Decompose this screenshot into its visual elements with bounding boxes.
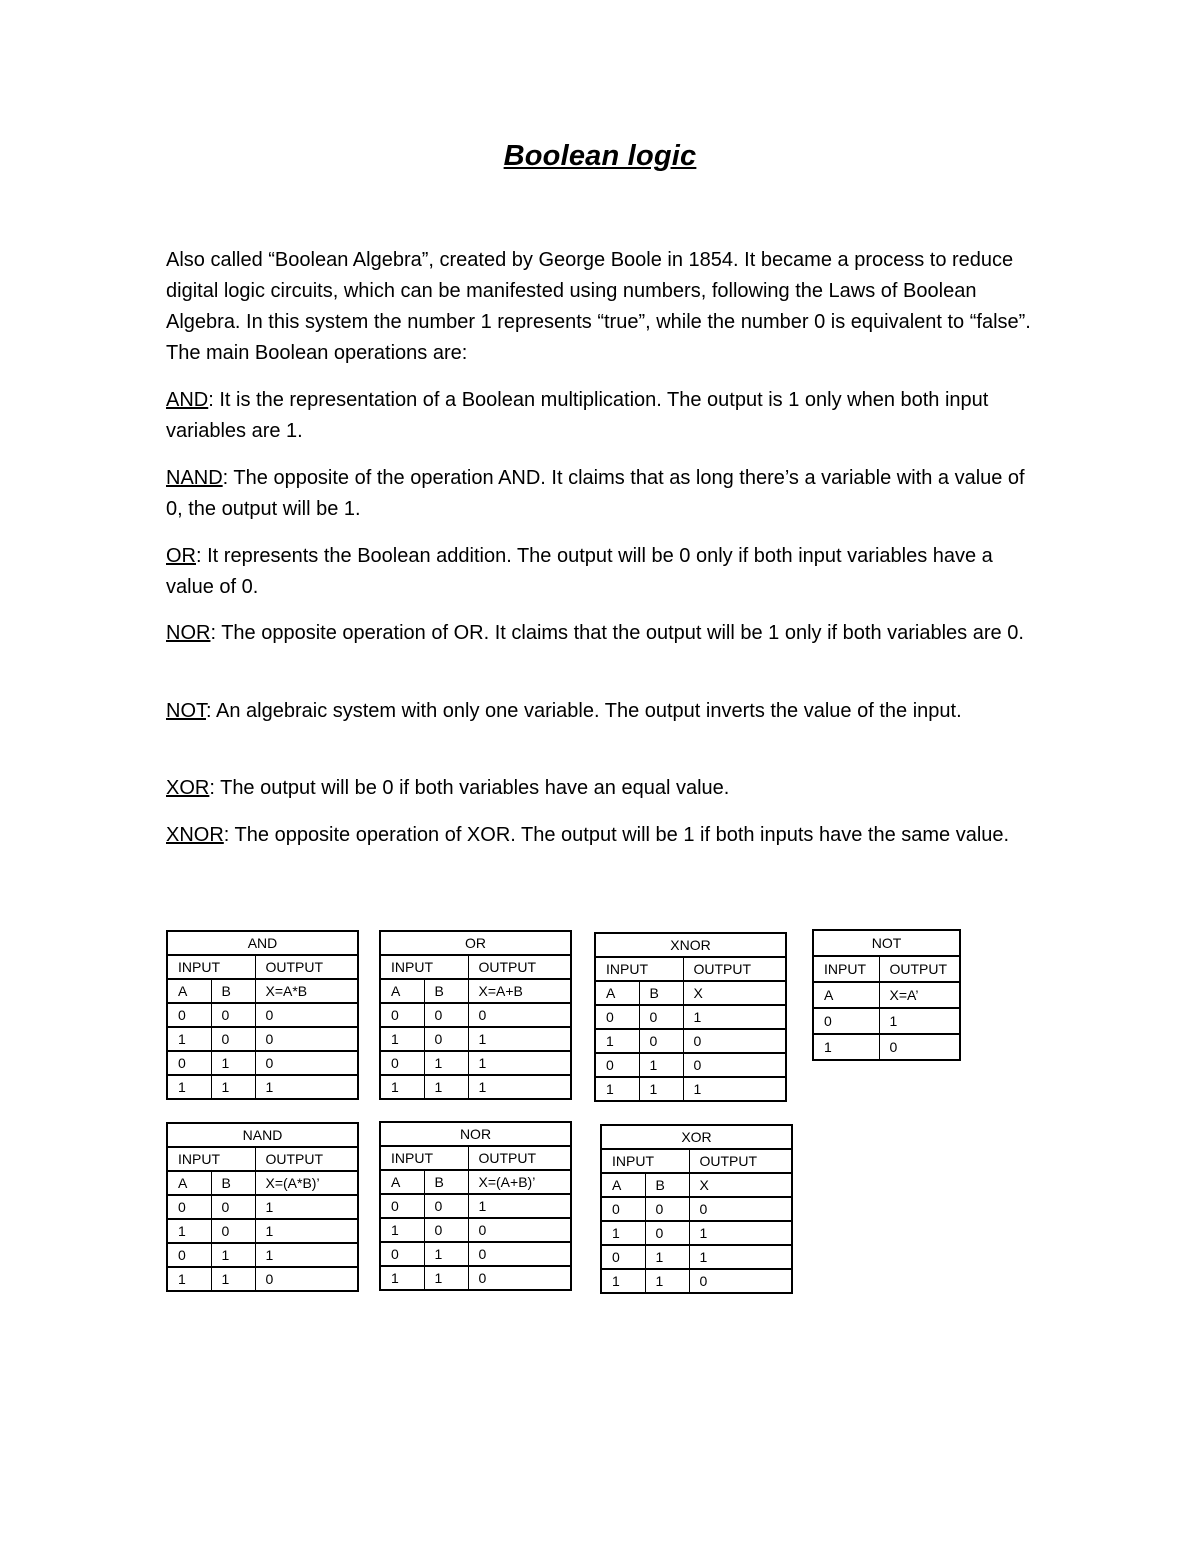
table-header-row <box>167 979 358 1003</box>
table-caption: AND <box>167 931 358 955</box>
table-cell: 0 <box>813 1008 879 1034</box>
output-header: OUTPUT <box>879 956 960 982</box>
table-row <box>167 1003 358 1027</box>
table-cell: 0 <box>167 1051 211 1075</box>
table-cell: 1 <box>255 1075 358 1099</box>
table-cell: A <box>380 1170 424 1194</box>
table-cell: 0 <box>255 1003 358 1027</box>
table-cell: B <box>211 979 255 1003</box>
table-cell: 0 <box>689 1197 792 1221</box>
table-cell: 0 <box>424 1027 468 1051</box>
definition-text: : The opposite operation of XOR. The output will be 1 if both inputs have the same value. <box>223 824 1010 846</box>
table-cell: 0 <box>645 1197 689 1221</box>
table-cell: 0 <box>683 1029 786 1053</box>
table-header-row <box>380 1170 571 1194</box>
definition-term: XNOR <box>166 824 224 846</box>
definition-or <box>166 541 1046 603</box>
table-cell: 0 <box>683 1053 786 1077</box>
table-cell: 0 <box>380 1242 424 1266</box>
table-cell: 1 <box>645 1245 689 1269</box>
table-cell: 1 <box>255 1219 358 1243</box>
table-row <box>813 1034 960 1060</box>
truth-table-xnor <box>594 932 787 1102</box>
truth-table-nand <box>166 1122 359 1292</box>
table-cell: 0 <box>255 1051 358 1075</box>
table-cell: 1 <box>167 1267 211 1291</box>
table-cell: 0 <box>468 1242 571 1266</box>
table-cell: 1 <box>424 1266 468 1290</box>
table-cell: 0 <box>424 1003 468 1027</box>
table-cell: 1 <box>683 1005 786 1029</box>
table-row <box>380 1027 571 1051</box>
table-cell: 1 <box>167 1075 211 1099</box>
table-row <box>595 1053 786 1077</box>
definition-xor <box>166 773 1046 804</box>
table-cell: X=(A+B)’ <box>468 1170 571 1194</box>
table-cell: 1 <box>380 1075 424 1099</box>
table-cell: 1 <box>380 1027 424 1051</box>
table-row <box>167 1075 358 1099</box>
table-cell: 0 <box>595 1053 639 1077</box>
table-cell: 0 <box>380 1003 424 1027</box>
definition-term: NOT <box>166 700 206 722</box>
table-cell: 0 <box>468 1003 571 1027</box>
table-cell: 0 <box>601 1245 645 1269</box>
table-cell: 0 <box>601 1197 645 1221</box>
table-cell: 0 <box>211 1003 255 1027</box>
table-cell: 1 <box>813 1034 879 1060</box>
table-row <box>595 1005 786 1029</box>
table-cell: B <box>639 981 683 1005</box>
table-cell: 1 <box>601 1221 645 1245</box>
table-cell: 1 <box>468 1075 571 1099</box>
table-cell: 1 <box>468 1194 571 1218</box>
table-cell: 1 <box>683 1077 786 1101</box>
table-cell: 0 <box>211 1027 255 1051</box>
page-title: Boolean logic <box>503 140 697 172</box>
definition-text: : The output will be 0 if both variables have an equal value. <box>209 777 730 799</box>
table-cell: 0 <box>879 1034 960 1060</box>
definition-text: : It represents the Boolean addition. The output will be 0 only if both input variables have a value of 0. <box>166 545 993 598</box>
table-cell: 0 <box>468 1266 571 1290</box>
definition-xnor <box>166 820 1046 851</box>
table-cell: 0 <box>595 1005 639 1029</box>
truth-table-not <box>812 929 961 1061</box>
table-row <box>380 1218 571 1242</box>
truth-table-xor <box>600 1124 793 1294</box>
table-header-row <box>601 1173 792 1197</box>
output-header: OUTPUT <box>683 957 786 981</box>
output-header: OUTPUT <box>468 1146 571 1170</box>
table-caption: NOR <box>380 1122 571 1146</box>
table-caption: XOR <box>601 1125 792 1149</box>
table-row <box>380 1051 571 1075</box>
table-cell: 1 <box>879 1008 960 1034</box>
table-cell: A <box>167 979 211 1003</box>
table-cell: 1 <box>601 1269 645 1293</box>
table-cell: B <box>645 1173 689 1197</box>
table-row <box>380 1075 571 1099</box>
table-cell: A <box>813 982 879 1008</box>
input-header: INPUT <box>595 957 683 981</box>
input-header: INPUT <box>380 955 468 979</box>
table-row <box>167 1219 358 1243</box>
table-cell: 1 <box>424 1242 468 1266</box>
table-cell: 0 <box>255 1027 358 1051</box>
table-row <box>380 1194 571 1218</box>
table-cell: X=(A*B)’ <box>255 1171 358 1195</box>
table-cell: X=A+B <box>468 979 571 1003</box>
table-caption: NOT <box>813 930 960 956</box>
input-header: INPUT <box>813 956 879 982</box>
table-cell: 1 <box>167 1027 211 1051</box>
table-row <box>601 1197 792 1221</box>
table-cell: A <box>380 979 424 1003</box>
table-header-row <box>380 979 571 1003</box>
table-row <box>380 1003 571 1027</box>
table-row <box>167 1051 358 1075</box>
table-row <box>601 1221 792 1245</box>
input-header: INPUT <box>601 1149 689 1173</box>
table-cell: 0 <box>639 1029 683 1053</box>
table-cell: 0 <box>639 1005 683 1029</box>
table-cell: 1 <box>639 1077 683 1101</box>
definition-term: OR <box>166 545 196 567</box>
table-cell: 1 <box>211 1075 255 1099</box>
table-cell: 1 <box>255 1243 358 1267</box>
table-cell: 1 <box>468 1027 571 1051</box>
definition-term: NAND <box>166 467 223 489</box>
definition-nor <box>166 618 1046 649</box>
table-header-row <box>167 1171 358 1195</box>
table-cell: A <box>595 981 639 1005</box>
table-cell: 0 <box>645 1221 689 1245</box>
output-header: OUTPUT <box>468 955 571 979</box>
table-cell: 1 <box>167 1219 211 1243</box>
table-cell: A <box>167 1171 211 1195</box>
table-cell: 1 <box>468 1051 571 1075</box>
table-cell: 1 <box>211 1267 255 1291</box>
definition-text: : The opposite operation of OR. It claims that the output will be 1 only if both variables are 0. <box>210 622 1024 644</box>
truth-table-or <box>379 930 572 1100</box>
table-cell: 1 <box>255 1195 358 1219</box>
table-cell: X <box>683 981 786 1005</box>
output-header: OUTPUT <box>255 1147 358 1171</box>
table-cell: 0 <box>468 1218 571 1242</box>
table-row <box>167 1243 358 1267</box>
table-row <box>595 1077 786 1101</box>
table-cell: 1 <box>380 1266 424 1290</box>
definition-term: AND <box>166 389 209 411</box>
table-caption: NAND <box>167 1123 358 1147</box>
table-cell: 1 <box>595 1077 639 1101</box>
definition-not <box>166 696 1046 727</box>
definition-text: : An algebraic system with only one variable. The output inverts the value of the input. <box>206 700 962 722</box>
table-cell: 1 <box>645 1269 689 1293</box>
table-cell: 0 <box>424 1194 468 1218</box>
table-row <box>595 1029 786 1053</box>
table-cell: 1 <box>689 1245 792 1269</box>
definition-text: : The opposite of the operation AND. It claims that as long there’s a variable with a value of 0, the output will be 1. <box>166 467 1025 520</box>
table-header-row <box>813 982 960 1008</box>
table-cell: 0 <box>424 1218 468 1242</box>
table-cell: 0 <box>380 1194 424 1218</box>
table-cell: X <box>689 1173 792 1197</box>
definition-term: XOR <box>166 777 210 799</box>
table-cell: B <box>424 979 468 1003</box>
table-cell: 0 <box>167 1195 211 1219</box>
intro-paragraph: Also called “Boolean Algebra”, created by George Boole in 1854. It became a process to reduce digital logic circuits, which can be manifested using numbers, following the Laws of Boolean Algebra. In this system the number 1 represents “true”, while the number 0 is equivalent to “false”. The main Boolean operations are: <box>166 249 1031 364</box>
definition-nand <box>166 463 1046 525</box>
table-cell: 0 <box>211 1219 255 1243</box>
output-header: OUTPUT <box>689 1149 792 1173</box>
table-cell: 0 <box>689 1269 792 1293</box>
output-header: OUTPUT <box>255 955 358 979</box>
table-row <box>601 1269 792 1293</box>
table-cell: 1 <box>639 1053 683 1077</box>
input-header: INPUT <box>167 1147 255 1171</box>
table-cell: 1 <box>595 1029 639 1053</box>
table-caption: XNOR <box>595 933 786 957</box>
table-caption: OR <box>380 931 571 955</box>
table-cell: 1 <box>424 1051 468 1075</box>
table-cell: A <box>601 1173 645 1197</box>
table-row <box>380 1266 571 1290</box>
table-row <box>813 1008 960 1034</box>
input-header: INPUT <box>167 955 255 979</box>
table-row <box>601 1245 792 1269</box>
input-header: INPUT <box>380 1146 468 1170</box>
table-cell: 0 <box>255 1267 358 1291</box>
table-header-row <box>595 981 786 1005</box>
definition-term: NOR <box>166 622 211 644</box>
truth-table-nor <box>379 1121 572 1291</box>
table-cell: 0 <box>380 1051 424 1075</box>
table-cell: 1 <box>380 1218 424 1242</box>
table-row <box>167 1195 358 1219</box>
table-row <box>167 1267 358 1291</box>
definition-and <box>166 385 1046 447</box>
table-cell: 1 <box>211 1051 255 1075</box>
table-cell: 1 <box>424 1075 468 1099</box>
table-cell: 0 <box>167 1243 211 1267</box>
table-cell: X=A*B <box>255 979 358 1003</box>
table-cell: B <box>211 1171 255 1195</box>
table-cell: 0 <box>211 1195 255 1219</box>
table-row <box>380 1242 571 1266</box>
table-row <box>167 1027 358 1051</box>
table-cell: 1 <box>211 1243 255 1267</box>
table-cell: 1 <box>689 1221 792 1245</box>
table-cell: B <box>424 1170 468 1194</box>
table-cell: 0 <box>167 1003 211 1027</box>
table-cell: X=A’ <box>879 982 960 1008</box>
definition-text: : It is the representation of a Boolean multiplication. The output is 1 only when both input variables are 1. <box>166 389 989 442</box>
truth-table-and <box>166 930 359 1100</box>
